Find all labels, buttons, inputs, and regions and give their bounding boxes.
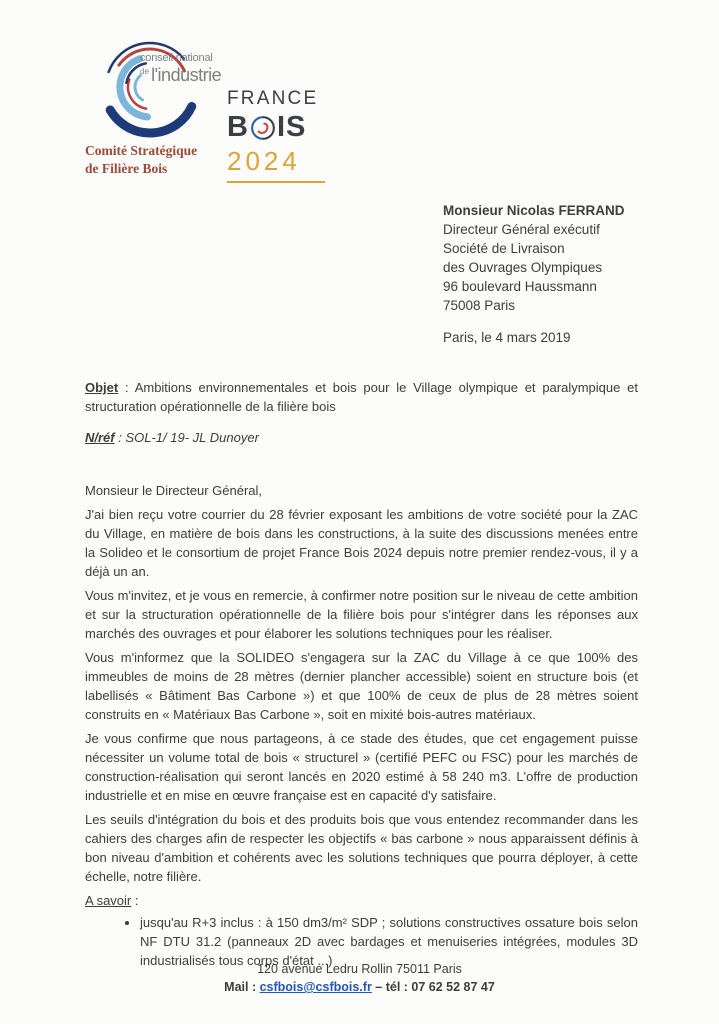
reference-line bbox=[85, 428, 638, 447]
footer-separator: – tél : bbox=[371, 980, 412, 994]
reference-label: N/réf bbox=[85, 430, 115, 445]
a-savoir-line bbox=[85, 891, 638, 910]
subject-label: Objet bbox=[85, 380, 119, 395]
footer-phone: 07 62 52 87 47 bbox=[411, 980, 495, 994]
cni-arcs-icon bbox=[88, 33, 208, 153]
reference-text: SOL-1/ 19- JL Dunoyer bbox=[125, 430, 259, 445]
recipient-city: 75008 Paris bbox=[443, 298, 516, 313]
fb-word-france: FRANCE bbox=[227, 88, 319, 109]
paragraph-5: Les seuils d'intégration du bois et des produits bois que vous entendez recommander dans les cahiers des charges afin de respecter les objectifs « bas carbone » nous apparaissent définis à bon niveau d'ambition et cohérents avec les solutions techniques que pourra déployer, à cette échelle, notre filière. bbox=[85, 812, 638, 884]
paragraph-1: J'ai bien reçu votre courrier du 28 février exposant les ambitions de votre société pour la ZAC du Village, en matière de bois dans les constructions, à la suite des discussions menées entre la Solideo et le consortium de projet France Bois 2024 depuis notre premier rendez-vous, il y a déjà un an. bbox=[85, 507, 638, 579]
committee-caption bbox=[85, 142, 197, 177]
paragraph-3: Vous m'informez que la SOLIDEO s'engagera sur la ZAC du Village à ce que 100% des immeubles de moins de 28 mètres (dernier plancher accessible) soient en structure bois (et labellisés « Bâtiment Bas Carbone ») et que 100% de ceux de plus de 28 mètres soient construits en « Matériaux Bas Carbone », soit en mixité bois-autres matériaux. bbox=[85, 650, 638, 722]
subject-separator: : bbox=[118, 380, 135, 395]
recipient-title: Directeur Général exécutif bbox=[443, 222, 600, 237]
footer-contact-row bbox=[0, 978, 719, 996]
cni-logo-text bbox=[140, 53, 221, 85]
fb-bois-b: B bbox=[227, 111, 249, 143]
footer-mail-label: Mail : bbox=[224, 980, 260, 994]
france-bois-2024-logo bbox=[227, 88, 333, 183]
committee-line1: Comité Stratégique bbox=[85, 143, 198, 158]
fb-year: 2024 bbox=[227, 146, 301, 176]
recipient-address bbox=[443, 201, 625, 315]
a-savoir-label: A savoir bbox=[85, 893, 132, 908]
paragraph-2: Vous m'invitez, et je vous en remercie, à confirmer notre position sur le niveau de cette ambition et sur la structuration opérationnelle de la filière bois pour s'intégrer dans les réponses aux marchés des ouvrages et pour élaborer les solutions techniques pour les réaliser. bbox=[85, 588, 638, 641]
cni-industrie: l'industrie bbox=[151, 65, 222, 85]
salutation: Monsieur le Directeur Général, bbox=[85, 483, 263, 498]
recipient-name: Monsieur Nicolas FERRAND bbox=[443, 203, 625, 218]
cni-logo bbox=[88, 33, 233, 158]
reference-separator: : bbox=[114, 430, 126, 445]
cni-name-line2 bbox=[140, 66, 221, 85]
dateline: Paris, le 4 mars 2019 bbox=[443, 330, 571, 345]
a-savoir-colon: : bbox=[131, 893, 139, 908]
fb-bois-is: IS bbox=[276, 111, 307, 143]
subject-text: Ambitions environnementales et bois pour le Village olympique et paralympique et structuration opérationnelle de la filière bois bbox=[85, 380, 638, 414]
cni-name-line1: conseil national bbox=[140, 52, 213, 64]
letter-footer bbox=[0, 960, 719, 996]
bullet-item-1: • jusqu'au R+3 inclus : à 150 dm3/m² SDP ; solutions constructives ossature bois selon NF DTU 31.2 (panneaux 2D avec bardages et menuiseries intégrées, modules 3D industrialisés tous corps d'état ...) bbox=[140, 913, 638, 970]
paragraph-4: Je vous confirme que nous partageons, à ce stade des études, que cet engagement puisse nécessiter un volume total de bois « structurel » (certifié PEFC ou FSC) pour les marchés de construction-réalisation qui seront lancés en 2020 estimé à 58 240 m3. L'offre de production industrielle et en mise en œuvre française est en capacité d'y satisfaire. bbox=[85, 731, 638, 803]
footer-address: 120 avenue Ledru Rollin 75011 Paris bbox=[257, 962, 462, 976]
letter-content bbox=[85, 378, 638, 970]
recipient-org-line2: des Ouvrages Olympiques bbox=[443, 260, 603, 275]
recipient-street: 96 boulevard Haussmann bbox=[443, 279, 597, 294]
cni-de: de bbox=[140, 67, 152, 76]
committee-line2: de Filière Bois bbox=[85, 160, 168, 176]
recipient-org-line1: Société de Livraison bbox=[443, 241, 565, 256]
subject-line bbox=[85, 378, 638, 416]
fb-o-icon bbox=[250, 115, 276, 141]
fb-word-bois bbox=[227, 111, 333, 144]
fb-underline bbox=[227, 181, 325, 183]
footer-email-link[interactable]: csfbois@csfbois.fr bbox=[259, 980, 372, 994]
